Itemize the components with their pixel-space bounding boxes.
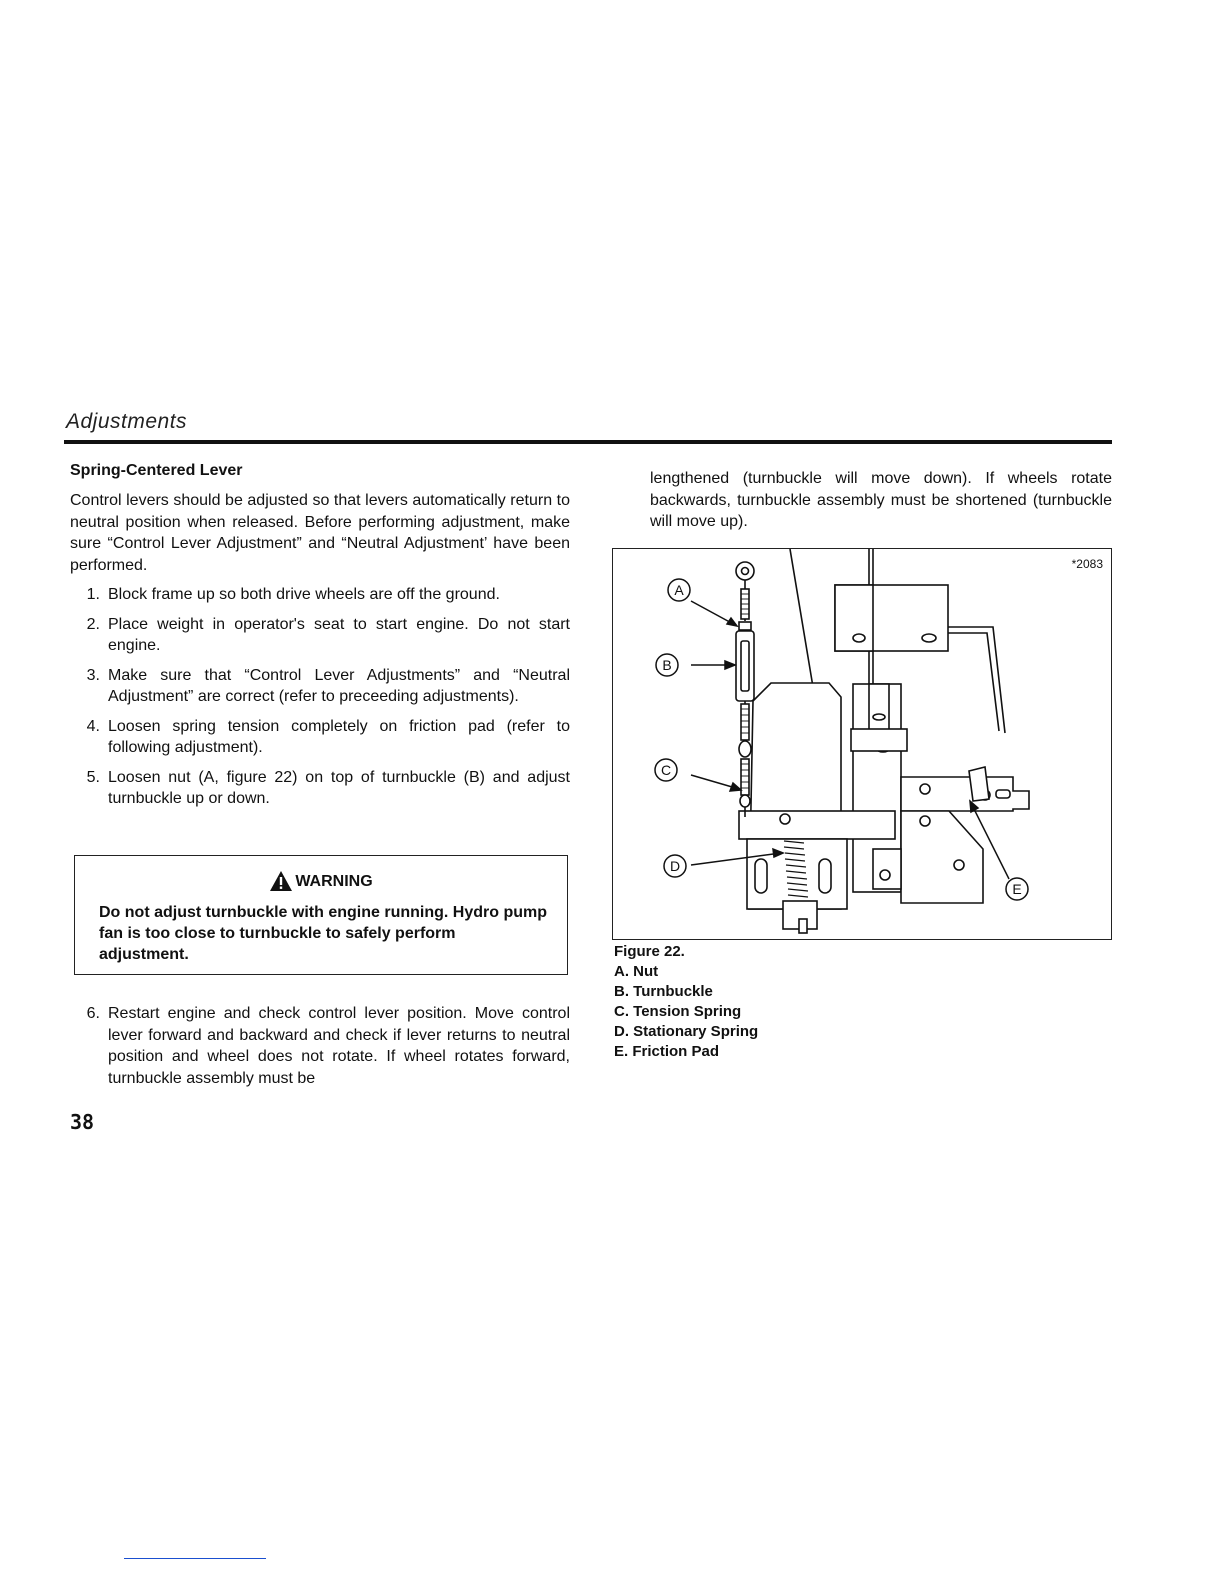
step-text: Place weight in operator's seat to start engine. Do not start engine.: [108, 615, 570, 654]
left-column: [70, 460, 570, 818]
callout-c-label: C: [660, 762, 672, 778]
figure-caption: [614, 942, 758, 1062]
step-number: 3.: [86, 666, 100, 684]
link-underline: [124, 1558, 266, 1559]
step-text: Block frame up so both drive wheels are off the ground.: [108, 586, 500, 603]
warning-heading: [75, 870, 567, 892]
intro-paragraph: Control levers should be adjusted so that levers automatically return to neutral position when released. Before performing adjustment, make sure “Control Lever Adjustment” and “Neutral Adjustment’ have been performed.: [70, 492, 570, 574]
section-title: Adjustments: [66, 410, 188, 433]
figure-number: *2083: [1071, 557, 1103, 571]
warning-title: WARNING: [295, 873, 373, 890]
legend-item: D. Stationary Spring: [614, 1023, 759, 1040]
list-item: [70, 584, 570, 606]
list-item: [70, 716, 570, 759]
legend-item: E. Friction Pad: [614, 1043, 720, 1060]
subheading: Spring-Centered Lever: [70, 462, 243, 479]
figure-22: [612, 548, 1112, 940]
warning-triangle-icon: [269, 870, 293, 892]
steps-list-continued: [70, 1003, 570, 1089]
mechanism-diagram: [613, 549, 1110, 938]
warning-box: [74, 855, 568, 975]
step-6: [70, 995, 570, 1097]
step-text: Loosen nut (A, figure 22) on top of turnbuckle (B) and adjust turnbuckle up or down.: [108, 768, 570, 807]
warning-text: Do not adjust turnbuckle with engine running. Hydro pump fan is too close to turnbuckle to safely perform adjustment.: [99, 904, 547, 963]
callout-b-label: B: [662, 657, 672, 673]
legend-item: A. Nut: [614, 963, 659, 980]
continuation-paragraph: lengthened (turnbuckle will move down). If wheels rotate backwards, turnbuckle assembly must be shortened (turnbuckle will move up).: [650, 470, 1112, 530]
step-text: Restart engine and check control lever position. Move control lever forward and backward and check if lever returns to neutral position and wheel does not rotate. If wheel rotates forward, turnbuckle assembly must be: [108, 1005, 570, 1087]
step-text: Make sure that “Control Lever Adjustments” and “Neutral Adjustment” are correct (refer to preceeding adjustments).: [108, 666, 570, 705]
page-number: 38: [70, 1110, 95, 1134]
step-text: Loosen spring tension completely on friction pad (refer to following adjustment).: [108, 717, 570, 756]
list-item: [70, 1003, 570, 1089]
list-item: [70, 614, 570, 657]
step-number: 4.: [86, 717, 100, 735]
step-number: 5.: [86, 768, 100, 786]
callout-d-label: D: [669, 858, 681, 874]
legend-item: C. Tension Spring: [614, 1003, 742, 1020]
step-number: 1.: [86, 586, 100, 603]
header-rule: [64, 440, 1112, 444]
step-number: 2.: [86, 615, 100, 633]
list-item: [70, 665, 570, 708]
callout-a-label: A: [674, 582, 684, 598]
list-item: [70, 767, 570, 810]
steps-list: [70, 584, 570, 810]
caption-title: Figure 22.: [614, 943, 685, 960]
callout-e-label: E: [1012, 881, 1022, 897]
legend-item: B. Turnbuckle: [614, 983, 713, 1000]
right-column: [650, 468, 1112, 533]
step-number: 6.: [86, 1005, 100, 1022]
